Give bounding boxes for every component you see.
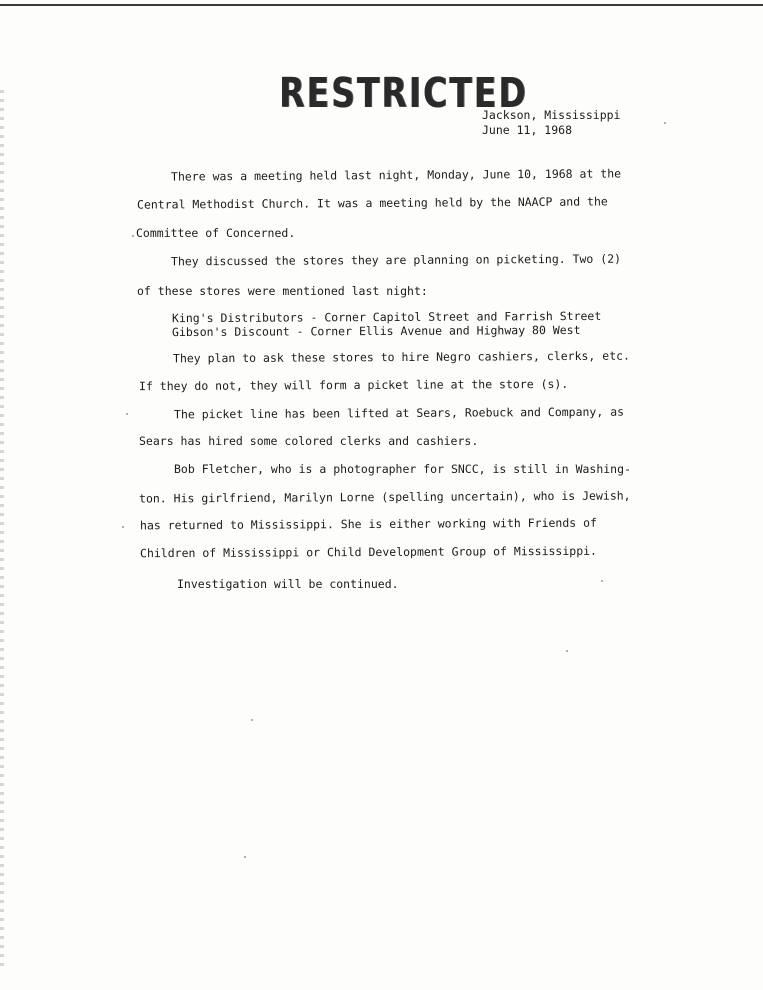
store-list-item: Gibson's Discount - Corner Ellis Avenue and Highway 80 West <box>171 322 581 340</box>
scan-speck <box>244 856 246 858</box>
scan-speck <box>132 235 134 237</box>
body-line: ton. His girlfriend, Marilyn Lorne (spelling uncertain), who is Jewish, <box>138 488 631 506</box>
body-line: They discussed the stores they are planning on picketing. Two (2) <box>170 251 622 269</box>
dateline-place: Jackson, Mississippi <box>482 108 621 122</box>
body-line: If they do not, they will form a picket line at the store (s). <box>138 376 569 394</box>
body-line: Children of Mississippi or Child Development Group of Mississippi. <box>139 543 598 561</box>
scan-speck <box>601 580 603 582</box>
body-line: Bob Fletcher, who is a photographer for SNCC, is still in Washing- <box>174 462 631 476</box>
scan-edge-noise <box>0 90 4 970</box>
scan-speck <box>122 526 124 528</box>
scan-speck <box>126 413 128 415</box>
body-line: The picket line has been lifted at Sears, Roebuck and Company, as <box>173 404 625 422</box>
scan-speck <box>566 650 568 652</box>
top-rule <box>0 4 763 6</box>
restricted-stamp: RESTRICTED <box>279 68 528 117</box>
scan-speck <box>251 719 253 721</box>
scan-speck <box>664 122 666 124</box>
dateline-date: June 11, 1968 <box>482 123 573 137</box>
store-list-item: King's Distributors - Corner Capitol Street and Farrish Street <box>171 308 602 326</box>
body-line: has returned to Mississippi. She is either working with Friends of <box>139 515 598 533</box>
dateline <box>482 108 620 138</box>
body-line: of these stores were mentioned last night: <box>137 284 428 298</box>
body-line: They plan to ask these stores to hire Negro cashiers, clerks, etc. <box>172 348 631 366</box>
body-line: Committee of Concerned. <box>136 226 296 240</box>
closing-line: Investigation will be continued. <box>177 577 399 591</box>
body-line: Sears has hired some colored clerks and cashiers. <box>139 434 479 448</box>
body-line: There was a meeting held last night, Monday, June 10, 1968 at the <box>170 166 622 184</box>
body-line: Central Methodist Church. It was a meeting held by the NAACP and the <box>136 194 608 212</box>
